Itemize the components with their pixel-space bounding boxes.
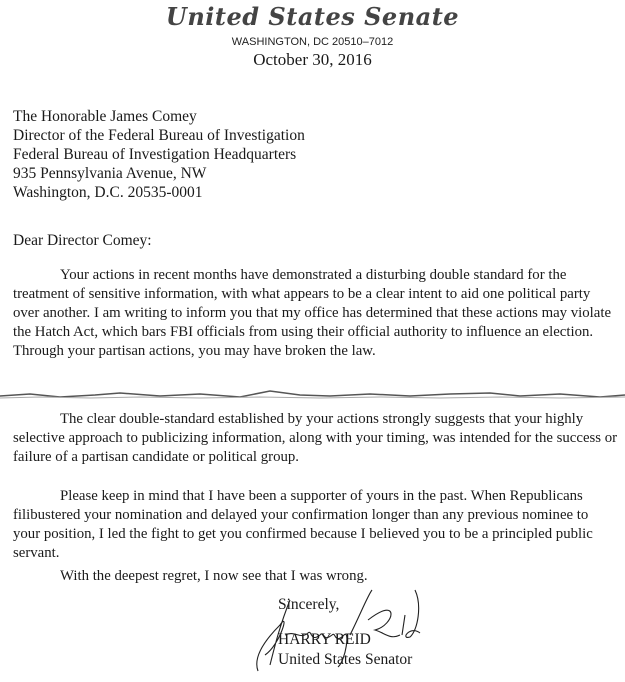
- body-paragraph: The clear double-standard established by your actions strongly suggests that your highly selective approach to publicizing information, along with your timing, was intended for the success or failure of a partisan candidate or political group.: [13, 411, 618, 465]
- letterhead-title: United States Senate: [165, 2, 460, 31]
- torn-edge-divider: [0, 388, 625, 402]
- salutation: Dear Director Comey:: [13, 232, 152, 249]
- letter-date: October 30, 2016: [253, 50, 372, 69]
- body-paragraph: Your actions in recent months have demonstrated a disturbing double standard for the treatment of sensitive information, with what appears to be a clear intent to aid one political party over another. I am writing to inform you that my office has determined that these actions may violate the Hatch Act, which bars FBI officials from using their official authority to influence an election. Through your partisan actions, you may have broken the law.: [13, 267, 612, 359]
- signer-name: HARRY REID: [278, 631, 371, 648]
- signer-title: United States Senator: [278, 651, 413, 668]
- letterhead-address: WASHINGTON, DC 20510–7012: [231, 36, 394, 48]
- recipient-block: [13, 107, 305, 202]
- body-paragraph: With the deepest regret, I now see that I was wrong.: [60, 568, 368, 584]
- recipient-line: 935 Pennsylvania Avenue, NW: [13, 165, 207, 182]
- recipient-line: Director of the Federal Bureau of Investigation: [13, 127, 305, 144]
- recipient-line: Federal Bureau of Investigation Headquarters: [13, 146, 297, 163]
- body-paragraph: Please keep in mind that I have been a supporter of yours in the past. When Republicans filibustered your nomination and delayed your confirmation longer than any previous nominee to your position, I led the fight to get you confirmed because I believed you to be a principled public servant.: [13, 488, 593, 561]
- recipient-line: Washington, D.C. 20535-0001: [13, 184, 203, 201]
- valediction: Sincerely,: [278, 596, 340, 613]
- recipient-line: The Honorable James Comey: [13, 108, 197, 125]
